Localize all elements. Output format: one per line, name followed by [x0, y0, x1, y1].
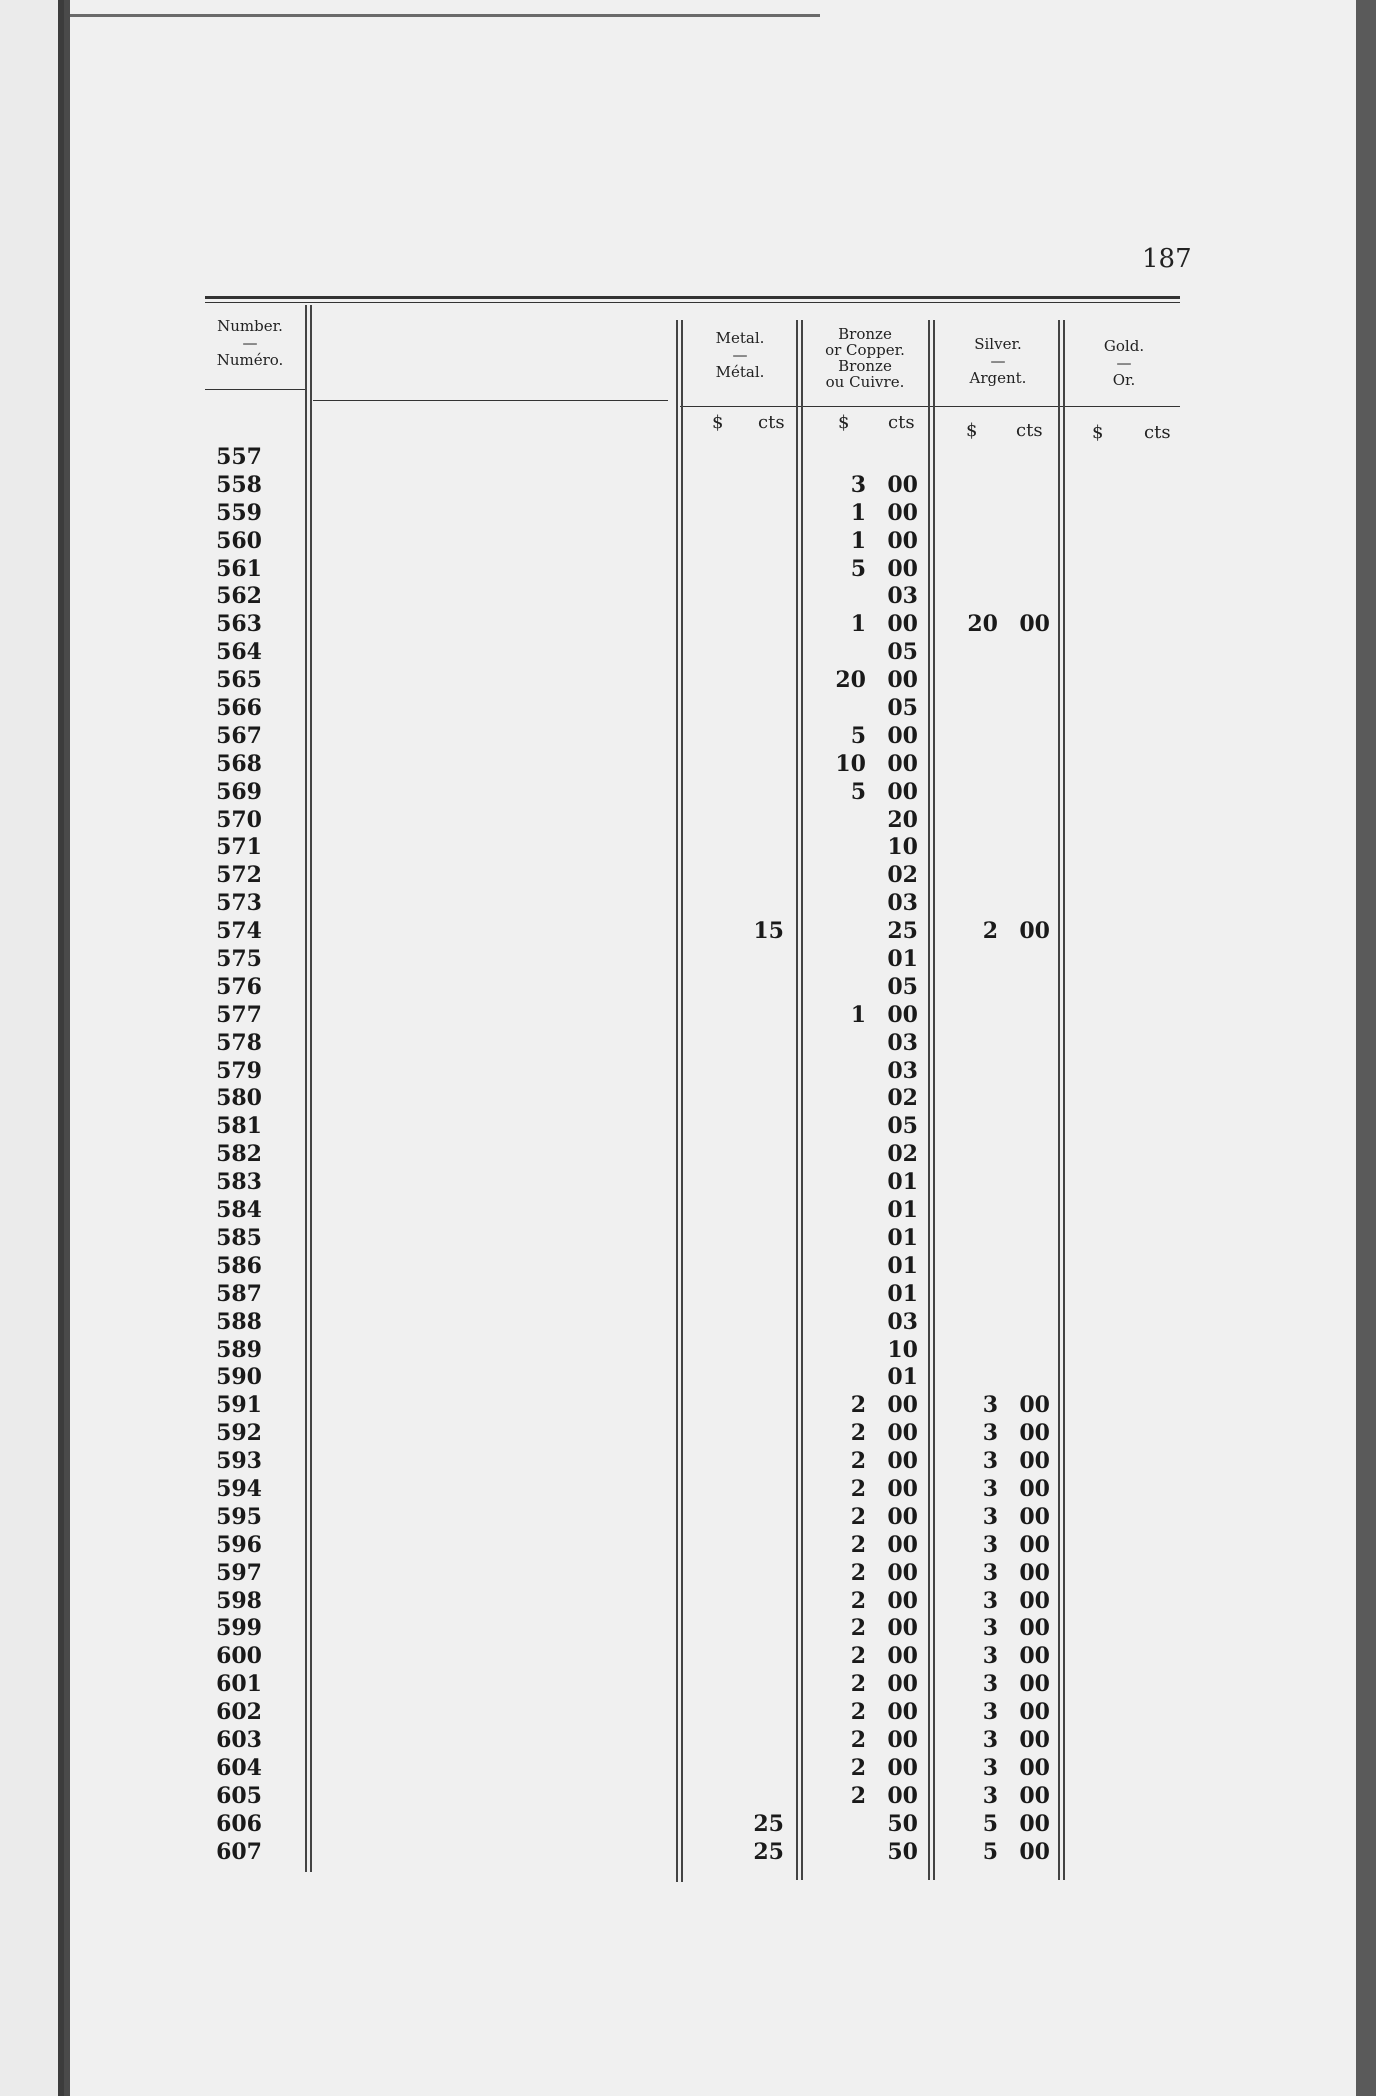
bronze-cents: 00 [887, 1754, 918, 1781]
bronze-dollars: 10 [835, 750, 866, 777]
row-number: 599 [216, 1615, 262, 1642]
row-number: 590 [216, 1364, 262, 1391]
row-number: 587 [216, 1280, 262, 1307]
bronze-cts-label: cts [888, 412, 915, 433]
table-row [0, 1336, 1376, 1364]
table-body [0, 443, 1376, 1865]
bronze-dollars: 2 [850, 1699, 866, 1726]
silver-cents: 00 [1019, 1531, 1050, 1558]
header-metal-en: Metal. [715, 329, 765, 347]
bronze-cents: 01 [887, 1280, 918, 1307]
bronze-cents: 03 [887, 1029, 918, 1056]
silver-dollars: 20 [967, 611, 998, 638]
header-gold-dash: — [1116, 354, 1132, 372]
bronze-dollar-label: $ [838, 412, 850, 433]
row-number: 600 [216, 1643, 262, 1670]
table-row [0, 750, 1376, 778]
table-row [0, 1112, 1376, 1140]
bronze-cents: 05 [887, 973, 918, 1000]
silver-cents: 00 [1019, 611, 1050, 638]
bronze-cents: 00 [887, 527, 918, 554]
table-row [0, 806, 1376, 834]
silver-cents: 00 [1019, 1754, 1050, 1781]
silver-cents: 00 [1019, 1448, 1050, 1475]
row-number: 577 [216, 1001, 262, 1028]
row-number: 571 [216, 834, 262, 861]
bronze-dollars: 2 [850, 1559, 866, 1586]
bronze-dollars: 1 [850, 1001, 866, 1028]
bronze-dollars: 2 [850, 1726, 866, 1753]
header-silver-en: Silver. [974, 335, 1022, 353]
bronze-dollars: 2 [850, 1782, 866, 1809]
table-row [0, 1168, 1376, 1196]
bronze-dollars: 2 [850, 1531, 866, 1558]
row-number: 578 [216, 1029, 262, 1056]
silver-dollars: 3 [982, 1448, 998, 1475]
bronze-cents: 02 [887, 1085, 918, 1112]
table-row [0, 582, 1376, 610]
table-row [0, 1670, 1376, 1698]
row-number: 605 [216, 1782, 262, 1809]
bronze-dollars: 5 [850, 555, 866, 582]
table-row [0, 1029, 1376, 1057]
table-row [0, 889, 1376, 917]
row-number: 595 [216, 1503, 262, 1530]
silver-cents: 00 [1019, 1587, 1050, 1614]
row-number: 568 [216, 750, 262, 777]
bronze-cents: 00 [887, 1587, 918, 1614]
row-number: 558 [216, 471, 262, 498]
table-row [0, 1559, 1376, 1587]
row-number: 570 [216, 806, 262, 833]
table-row [0, 499, 1376, 527]
silver-dollars: 3 [982, 1671, 998, 1698]
table-row [0, 1391, 1376, 1419]
table-row [0, 1308, 1376, 1336]
header-number [200, 318, 300, 369]
table-row [0, 527, 1376, 555]
table-row [0, 1363, 1376, 1391]
table-row [0, 1810, 1376, 1838]
table-row [0, 471, 1376, 499]
table-row [0, 1419, 1376, 1447]
bronze-cents: 00 [887, 1782, 918, 1809]
row-number: 597 [216, 1559, 262, 1586]
silver-cents: 00 [1019, 1699, 1050, 1726]
table-row [0, 1698, 1376, 1726]
table-row [0, 1531, 1376, 1559]
silver-cents: 00 [1019, 1503, 1050, 1530]
metal-value: 25 [753, 1838, 784, 1865]
bronze-dollars: 3 [850, 471, 866, 498]
table-row [0, 610, 1376, 638]
table-row [0, 1084, 1376, 1112]
bronze-cents: 01 [887, 1224, 918, 1251]
top-edge-line [70, 14, 820, 17]
header-bottom-rule-desc [313, 400, 668, 401]
row-number: 594 [216, 1475, 262, 1502]
silver-dollars: 3 [982, 1615, 998, 1642]
table-row [0, 1140, 1376, 1168]
table-row [0, 1838, 1376, 1866]
header-metal [700, 330, 780, 381]
silver-cents: 00 [1019, 1559, 1050, 1586]
silver-cents: 00 [1019, 1643, 1050, 1670]
table-row [0, 722, 1376, 750]
header-bronze-en-1: Bronze [838, 325, 892, 343]
row-number: 582 [216, 1141, 262, 1168]
bronze-cents: 10 [887, 1336, 918, 1363]
bronze-cents: 00 [887, 778, 918, 805]
bronze-dollars: 2 [850, 1475, 866, 1502]
bronze-dollars: 2 [850, 1587, 866, 1614]
silver-cents: 00 [1019, 1810, 1050, 1837]
bronze-dollars: 2 [850, 1754, 866, 1781]
row-number: 583 [216, 1169, 262, 1196]
bronze-cents: 00 [887, 1001, 918, 1028]
header-bronze-fr-1: Bronze [838, 357, 892, 375]
row-number: 567 [216, 722, 262, 749]
bronze-cents: 00 [887, 750, 918, 777]
silver-dollars: 3 [982, 1559, 998, 1586]
silver-cents: 00 [1019, 1475, 1050, 1502]
row-number: 561 [216, 555, 262, 582]
bronze-cents: 10 [887, 834, 918, 861]
bronze-dollars: 2 [850, 1448, 866, 1475]
silver-dollars: 5 [982, 1838, 998, 1865]
silver-dollars: 3 [982, 1392, 998, 1419]
row-number: 592 [216, 1420, 262, 1447]
row-number: 596 [216, 1531, 262, 1558]
bronze-cents: 20 [887, 806, 918, 833]
bronze-cents: 05 [887, 695, 918, 722]
row-number: 559 [216, 499, 262, 526]
table-row [0, 1726, 1376, 1754]
row-number: 565 [216, 667, 262, 694]
header-gold [1074, 338, 1174, 389]
header-gold-en: Gold. [1103, 337, 1145, 355]
header-number-en: Number. [217, 317, 283, 335]
gold-cts-label: cts [1144, 422, 1171, 443]
table-row [0, 1447, 1376, 1475]
header-bronze-en-2: or Copper. [825, 341, 905, 359]
metal-value: 25 [753, 1810, 784, 1837]
bronze-dollars: 2 [850, 1503, 866, 1530]
table-row [0, 1001, 1376, 1029]
row-number: 574 [216, 918, 262, 945]
silver-dollars: 5 [982, 1810, 998, 1837]
bronze-cents: 05 [887, 1113, 918, 1140]
table-row [0, 1224, 1376, 1252]
row-number: 589 [216, 1336, 262, 1363]
bronze-cents: 00 [887, 471, 918, 498]
silver-cents: 00 [1019, 1615, 1050, 1642]
bronze-cents: 00 [887, 1392, 918, 1419]
bronze-cents: 03 [887, 1057, 918, 1084]
row-number: 562 [216, 583, 262, 610]
table-row [0, 833, 1376, 861]
bronze-dollars: 1 [850, 611, 866, 638]
bronze-cents: 03 [887, 1308, 918, 1335]
silver-dollars: 3 [982, 1699, 998, 1726]
silver-dollars: 2 [982, 918, 998, 945]
row-number: 576 [216, 973, 262, 1000]
row-number: 591 [216, 1392, 262, 1419]
row-number: 607 [216, 1838, 262, 1865]
silver-cents: 00 [1019, 1392, 1050, 1419]
bronze-cents: 50 [887, 1810, 918, 1837]
bronze-dollars: 20 [835, 667, 866, 694]
bronze-cents: 00 [887, 611, 918, 638]
row-number: 588 [216, 1308, 262, 1335]
table-row [0, 1614, 1376, 1642]
table-row [0, 778, 1376, 806]
row-number: 575 [216, 946, 262, 973]
bronze-dollars: 1 [850, 499, 866, 526]
silver-dollars: 3 [982, 1643, 998, 1670]
row-number: 598 [216, 1587, 262, 1614]
bronze-dollars: 2 [850, 1643, 866, 1670]
bronze-dollars: 2 [850, 1671, 866, 1698]
metal-value: 15 [753, 918, 784, 945]
bronze-cents: 00 [887, 722, 918, 749]
bronze-dollars: 1 [850, 527, 866, 554]
header-number-fr: Numéro. [216, 351, 284, 369]
bronze-cents: 00 [887, 1726, 918, 1753]
bronze-cents: 00 [887, 667, 918, 694]
table-row [0, 1196, 1376, 1224]
table-row [0, 1587, 1376, 1615]
header-bottom-rule-values [680, 406, 1180, 407]
table-row [0, 1754, 1376, 1782]
table-row [0, 973, 1376, 1001]
row-number: 572 [216, 862, 262, 889]
table-row [0, 1782, 1376, 1810]
header-bottom-rule-number [205, 389, 305, 390]
row-number: 585 [216, 1224, 262, 1251]
row-number: 601 [216, 1671, 262, 1698]
header-second-rule [205, 302, 1180, 303]
silver-dollars: 3 [982, 1754, 998, 1781]
row-number: 579 [216, 1057, 262, 1084]
row-number: 593 [216, 1448, 262, 1475]
bronze-cents: 05 [887, 639, 918, 666]
row-number: 606 [216, 1810, 262, 1837]
row-number: 604 [216, 1754, 262, 1781]
bronze-dollars: 2 [850, 1420, 866, 1447]
silver-cents: 00 [1019, 1726, 1050, 1753]
table-row [0, 917, 1376, 945]
table-row [0, 694, 1376, 722]
bronze-cents: 01 [887, 946, 918, 973]
table-row [0, 1057, 1376, 1085]
table-row [0, 1280, 1376, 1308]
gold-dollar-label: $ [1092, 422, 1104, 443]
bronze-cents: 01 [887, 1252, 918, 1279]
header-metal-dash: — [732, 346, 748, 364]
bronze-cents: 00 [887, 1671, 918, 1698]
silver-dollars: 3 [982, 1726, 998, 1753]
table-row [0, 666, 1376, 694]
silver-dollars: 3 [982, 1587, 998, 1614]
bronze-cents: 02 [887, 862, 918, 889]
header-silver [948, 336, 1048, 387]
bronze-cents: 00 [887, 1699, 918, 1726]
row-number: 586 [216, 1252, 262, 1279]
bronze-cents: 03 [887, 890, 918, 917]
silver-cents: 00 [1019, 1782, 1050, 1809]
row-number: 602 [216, 1699, 262, 1726]
silver-cents: 00 [1019, 1671, 1050, 1698]
header-gold-fr: Or. [1112, 371, 1136, 389]
bronze-dollars: 5 [850, 778, 866, 805]
bronze-cents: 00 [887, 1643, 918, 1670]
bronze-cents: 00 [887, 1448, 918, 1475]
silver-dollars: 3 [982, 1475, 998, 1502]
bronze-dollars: 5 [850, 722, 866, 749]
bronze-cents: 00 [887, 1420, 918, 1447]
header-silver-fr: Argent. [969, 369, 1027, 387]
row-number: 573 [216, 890, 262, 917]
silver-dollar-label: $ [966, 420, 978, 441]
page-number: 187 [1142, 244, 1192, 274]
row-number: 581 [216, 1113, 262, 1140]
bronze-cents: 01 [887, 1197, 918, 1224]
header-metal-fr: Métal. [715, 363, 765, 381]
table-row [0, 945, 1376, 973]
table-row [0, 1503, 1376, 1531]
bronze-cents: 03 [887, 583, 918, 610]
table-row [0, 1252, 1376, 1280]
table-row [0, 861, 1376, 889]
bronze-dollars: 2 [850, 1615, 866, 1642]
row-number: 564 [216, 639, 262, 666]
header-bronze-fr-2: ou Cuivre. [825, 373, 905, 391]
silver-dollars: 3 [982, 1420, 998, 1447]
row-number: 569 [216, 778, 262, 805]
row-number: 563 [216, 611, 262, 638]
silver-dollars: 3 [982, 1782, 998, 1809]
bronze-cents: 25 [887, 918, 918, 945]
silver-cts-label: cts [1016, 420, 1043, 441]
bronze-cents: 01 [887, 1169, 918, 1196]
row-number: 560 [216, 527, 262, 554]
silver-dollars: 3 [982, 1503, 998, 1530]
row-number: 566 [216, 695, 262, 722]
bronze-cents: 00 [887, 1559, 918, 1586]
silver-cents: 00 [1019, 1420, 1050, 1447]
bronze-cents: 50 [887, 1838, 918, 1865]
row-number: 584 [216, 1197, 262, 1224]
table-row [0, 1642, 1376, 1670]
bronze-cents: 00 [887, 1503, 918, 1530]
bronze-cents: 00 [887, 1531, 918, 1558]
table-row [0, 638, 1376, 666]
metal-dollar-label: $ [712, 412, 724, 433]
silver-cents: 00 [1019, 1838, 1050, 1865]
row-number: 603 [216, 1726, 262, 1753]
row-number: 580 [216, 1085, 262, 1112]
bronze-cents: 02 [887, 1141, 918, 1168]
bronze-cents: 01 [887, 1364, 918, 1391]
header-bronze [803, 326, 927, 390]
header-number-dash: — [242, 334, 258, 352]
table-row [0, 555, 1376, 583]
table-row [0, 443, 1376, 471]
bronze-cents: 00 [887, 1615, 918, 1642]
row-number: 557 [216, 444, 262, 470]
bronze-cents: 00 [887, 1475, 918, 1502]
table-row [0, 1475, 1376, 1503]
header-silver-dash: — [990, 352, 1006, 370]
bronze-cents: 00 [887, 499, 918, 526]
bronze-cents: 00 [887, 555, 918, 582]
silver-cents: 00 [1019, 918, 1050, 945]
silver-dollars: 3 [982, 1531, 998, 1558]
metal-cts-label: cts [758, 412, 785, 433]
header-top-rule [205, 296, 1180, 299]
bronze-dollars: 2 [850, 1392, 866, 1419]
